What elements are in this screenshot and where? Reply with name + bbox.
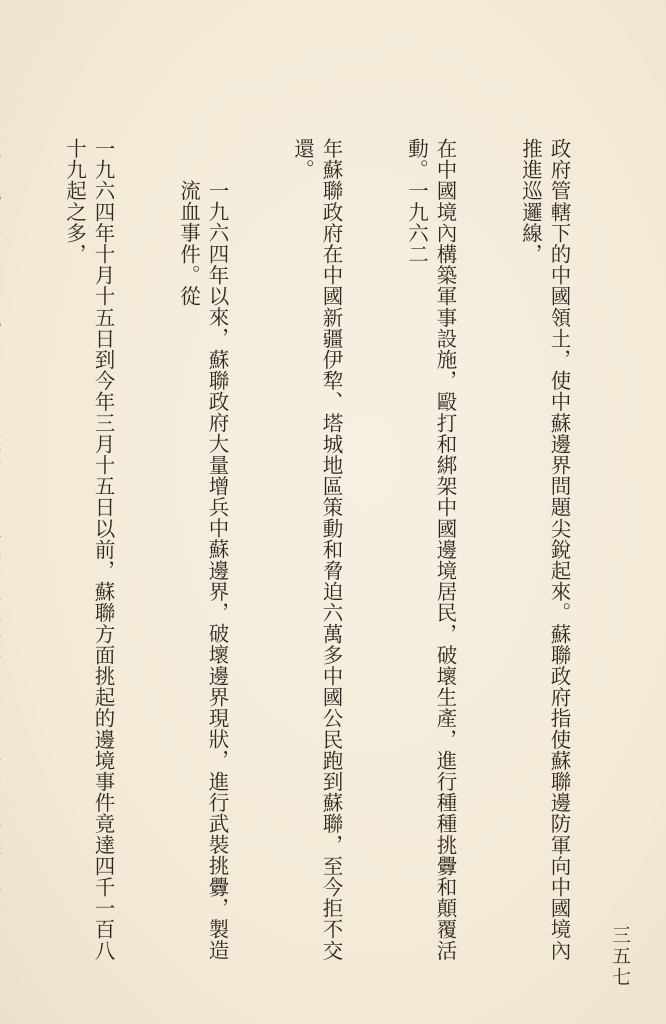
vertical-text-body (0, 138, 630, 968)
page-number: 三五七 (609, 925, 631, 988)
text-column: 一九六四年十月十五日到今年三月十五日以前，蘇聯方面挑起的邊境事件竟達四千一百八十九起之多， (62, 138, 115, 961)
text-column: 年蘇聯政府在中國新疆伊犂、塔城地區策動和脅迫六萬多中國公民跑到蘇聯，至今拒不交還。 (290, 138, 343, 961)
text-column (0, 138, 3, 968)
text-column: 一九六四年以來，蘇聯政府大量增兵中蘇邊界，破壞邊界現狀，進行武裝挑釁，製造流血事件。從 (176, 180, 229, 961)
text-column: 在中國境內構築軍事設施，毆打和綁架中國邊境居民，破壞生產，進行種種挑釁和顛覆活動。一九六二 (404, 138, 457, 961)
text-column: 政府管轄下的中國領土，使中蘇邊界問題尖銳起來。蘇聯政府指使蘇聯邊防軍向中國境內推進巡邏線， (518, 138, 571, 961)
